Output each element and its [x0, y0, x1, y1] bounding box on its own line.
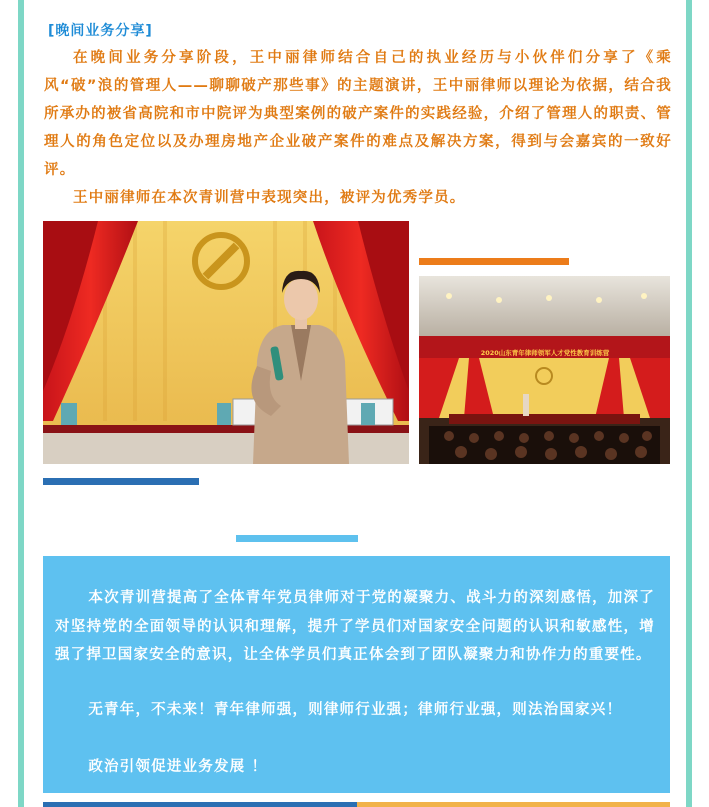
article-paragraph-2: 王中丽律师在本次青训营中表现突出，被评为优秀学员。 [73, 190, 466, 206]
speaker-photo [43, 221, 409, 464]
bottom-blue-bar [43, 802, 357, 807]
orange-accent-bar [419, 258, 569, 265]
bottom-gold-bar [357, 802, 670, 807]
speaker-photo-illustration [43, 221, 409, 464]
section-title: [晚间业务分享] [48, 23, 153, 39]
hall-photo-illustration [419, 276, 670, 464]
left-frame-border [18, 0, 24, 807]
hall-photo [419, 276, 670, 464]
hall-banner-text: 2020山东青年律师领军人才党性教育训练营 [480, 349, 610, 357]
right-frame-border [686, 0, 692, 807]
dark-blue-accent-bar [43, 478, 199, 485]
summary-paragraph-3: 政治引领促进业务发展 ！ [88, 759, 268, 775]
light-blue-accent-bar [236, 535, 358, 542]
summary-box [43, 556, 670, 793]
summary-paragraph-2: 无青年，不未来！青年律师强，则律师行业强；律师行业强，则法治国家兴！ [88, 702, 623, 718]
summary-paragraph-1: 本次青训营提高了全体青年党员律师对于党的凝聚力、战斗力的深刻感悟，加深了对坚持党的全面领导的认识和理解，提升了学员们对国家安全问题的认识和敏感性，增强了捍卫国家安全的意识，让全体学员们真正体会到了团队凝聚力和协作力的重要性。 [55, 590, 655, 663]
article-paragraph-1: 在晚间业务分享阶段，王中丽律师结合自己的执业经历与小伙伴们分享了《乘风“破”浪的管理人——聊聊破产那些事》的主题演讲，王中丽律师以理论为依据，结合我所承办的被省高院和市中院评为典型案例的破产案件的实践经验，介绍了管理人的职责、管理人的角色定位以及办理房地产企业破产案件的难点及解决方案，得到与会嘉宾的一致好评。 [44, 50, 672, 178]
